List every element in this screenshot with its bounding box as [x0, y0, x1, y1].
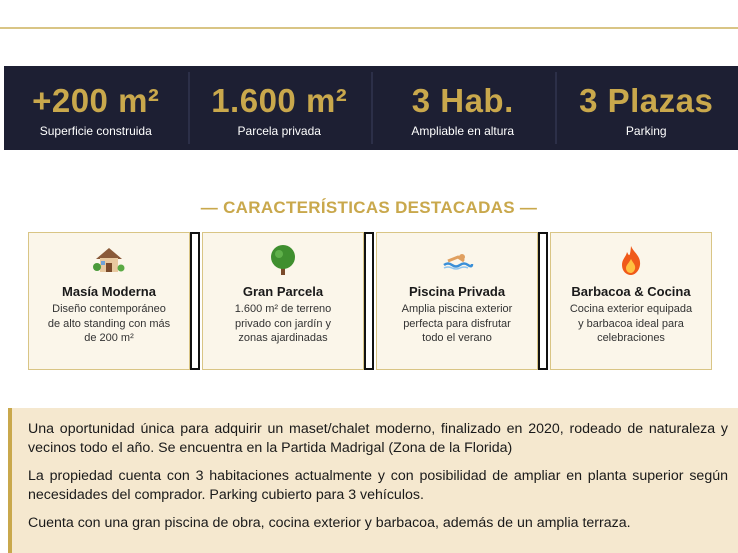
stat-plot	[188, 66, 372, 150]
stat-parking	[555, 66, 738, 150]
feature-desc: Cocina exterior equipada y barbacoa ideal para celebraciones	[569, 303, 693, 344]
feature-title: Piscina Privada	[408, 284, 506, 299]
feature-title: Masía Moderna	[62, 284, 156, 299]
description-paragraph: Cuenta con una gran piscina de obra, cocina exterior y barbacoa, además de un amplia terraza.	[28, 515, 631, 531]
feature-desc: Amplia piscina exterior perfecta para disfrutar todo el verano	[401, 303, 513, 344]
stat-label: Ampliable en altura	[411, 124, 515, 138]
stat-value: 3 Hab.	[411, 82, 514, 119]
stat-label: Parcela privada	[237, 124, 321, 138]
feature-desc: Diseño contemporáneo de alto standing con más de 200 m²	[47, 303, 171, 344]
swimmer-icon	[440, 243, 474, 277]
feature-title: Barbacoa & Cocina	[571, 284, 691, 299]
description-paragraph: La propiedad cuenta con 3 habitaciones actualmente y con posibilidad de ampliar en planta superior según necesidades del comprador. Parking cubierto para 3 vehículos.	[28, 468, 728, 503]
description-block	[8, 408, 738, 553]
feature-card-barbacoa	[550, 232, 712, 370]
card-separator	[190, 232, 200, 370]
description-paragraph: Una oportunidad única para adquirir un maset/chalet moderno, finalizado en 2020, rodeado de naturaleza y vecinos todo el año. Se encuentra en la Partida Madrigal (Zona de la Florida)	[28, 421, 728, 456]
feature-card-parcela	[202, 232, 364, 370]
stats-band	[4, 66, 738, 150]
card-separator	[538, 232, 548, 370]
feature-desc: 1.600 m² de terreno privado con jardín y zonas ajardinadas	[234, 303, 332, 344]
feature-title: Gran Parcela	[242, 284, 324, 299]
stat-label: Parking	[625, 124, 667, 138]
stat-label: Superficie construida	[39, 124, 152, 138]
feature-cards	[28, 232, 712, 372]
feature-card-piscina	[376, 232, 538, 370]
top-divider	[0, 27, 738, 29]
fire-icon	[614, 243, 648, 277]
feature-card-masia	[28, 232, 190, 370]
section-title: — CARACTERÍSTICAS DESTACADAS —	[200, 198, 538, 217]
house-icon	[92, 243, 126, 277]
stat-value: 1.600 m²	[211, 82, 348, 119]
stat-value: +200 m²	[32, 82, 160, 119]
tree-icon	[266, 243, 300, 277]
card-separator	[364, 232, 374, 370]
stat-rooms	[371, 66, 555, 150]
stat-value: 3 Plazas	[579, 82, 714, 119]
stat-surface	[4, 66, 188, 150]
